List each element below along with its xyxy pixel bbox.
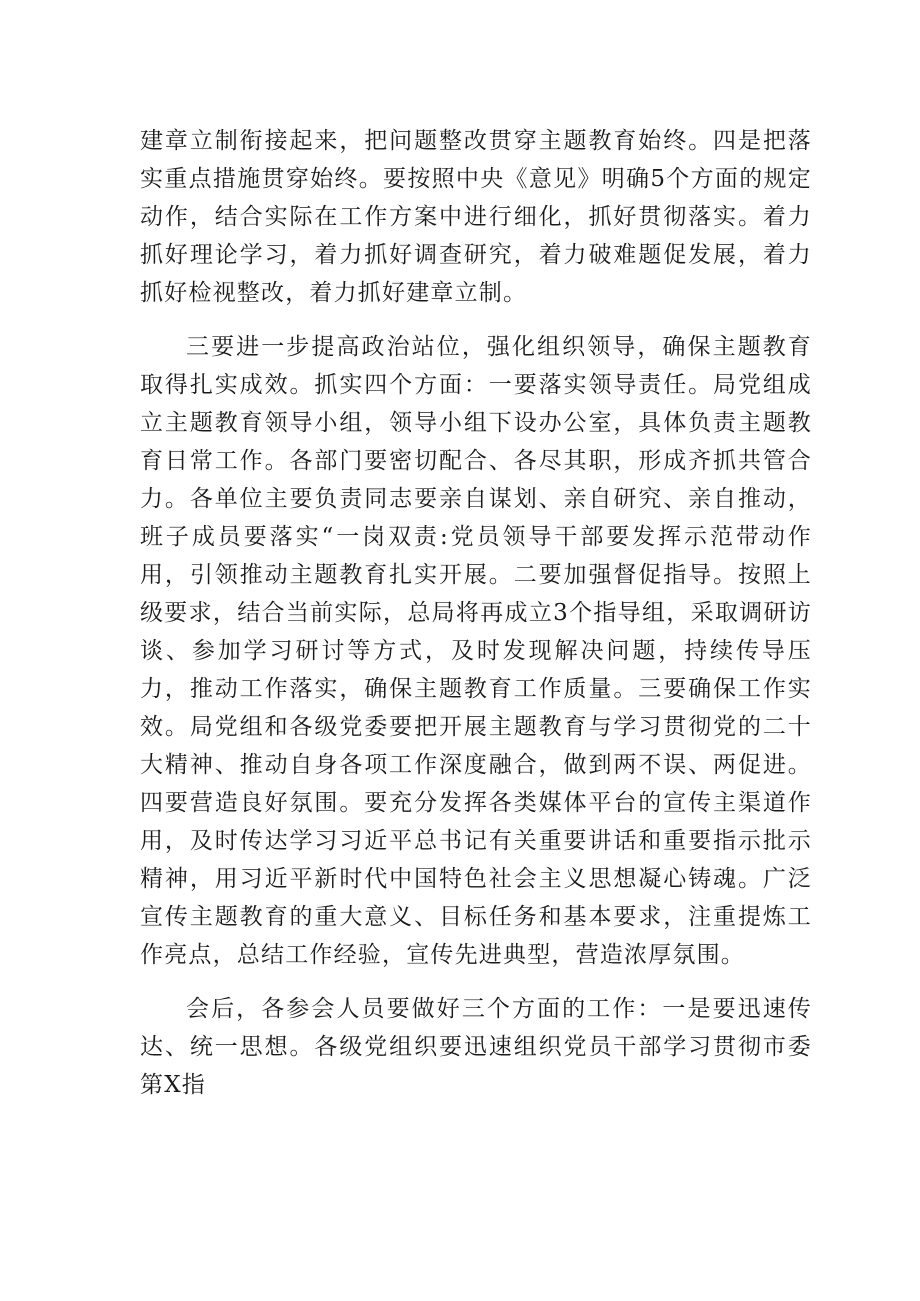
paragraph-3: 会后，各参会人员要做好三个方面的工作：一是要迅速传达、统一思想。各级党组织要迅速组织党员干部学习贯彻市委第X指 (140, 996, 812, 1098)
document-body (140, 122, 812, 1104)
paragraph-1: 建章立制衔接起来，把问题整改贯穿主题教育始终。四是把落实重点措施贯穿始终。要按照中央《意见》明确5个方面的规定动作，结合实际在工作方案中进行细化，抓好贯彻落实。着力抓好理论学习，着力抓好调查研究，着力破难题促发展，着力抓好检视整改，着力抓好建章立制。 (140, 128, 812, 306)
paragraph-2: 三要进一步提高政治站位，强化组织领导，确保主题教育取得扎实成效。抓实四个方面：一要落实领导责任。局党组成立主题教育领导小组，领导小组下设办公室，具体负责主题教育日常工作。各部门要密切配合、各尽其职，形成齐抓共管合力。各单位主要负责同志要亲自谋划、亲自研究、亲自推动，班子成员要落实“一岗双责:党员领导干部要发挥示范带动作用，引领推动主题教育扎实开展。二要加强督促指导。按照上级要求，结合当前实际，总局将再成立3个指导组，采取调研访谈、参加学习研讨等方式，及时发现解决问题，持续传导压力，推动工作落实，确保主题教育工作质量。三要确保工作实效。局党组和各级党委要把开展主题教育与学习贯彻党的二十大精神、推动自身各项工作深度融合，做到两不误、两促进。四要营造良好氛围。要充分发挥各类媒体平台的宣传主渠道作用，及时传达学习习近平总书记有关重要讲话和重要指示批示精神，用习近平新时代中国特色社会主义思想凝心铸魂。广泛宣传主题教育的重大意义、目标任务和基本要求，注重提炼工作亮点，总结工作经验，宣传先进典型，营造浓厚氛围。 (140, 334, 812, 968)
paragraph-gap (140, 974, 812, 990)
paragraph-gap (140, 312, 812, 328)
